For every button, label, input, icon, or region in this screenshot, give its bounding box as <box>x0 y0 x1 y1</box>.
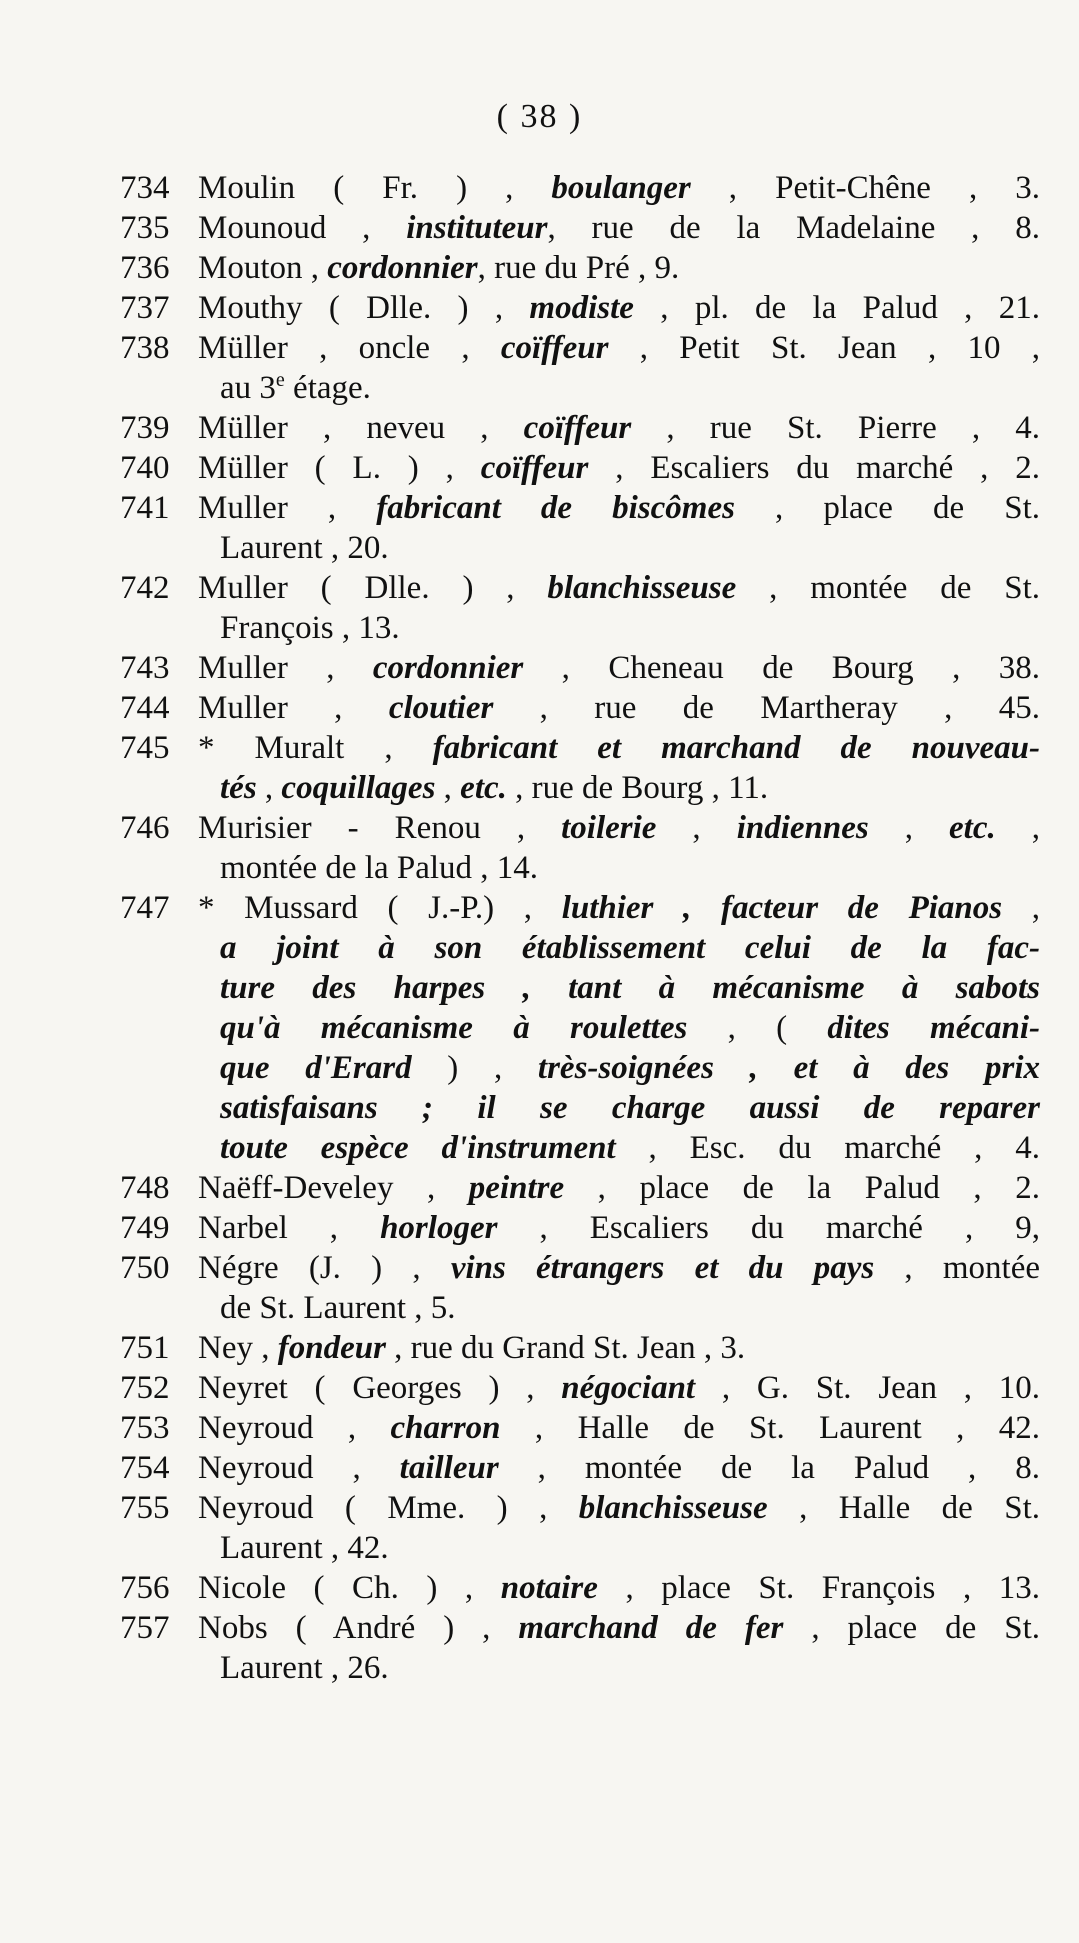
entry-text: Muller ( Dlle. ) , <box>198 570 548 606</box>
entry-text: Laurent , 26. <box>220 1650 389 1686</box>
entry-occupation: notaire <box>500 1570 598 1606</box>
directory-entry <box>120 408 1040 448</box>
entry-occupation: fabricant de biscômes <box>376 490 735 526</box>
entry-text: au 3 <box>220 370 276 406</box>
entry-line <box>198 1208 1040 1248</box>
entry-occupation: très-soignées , et à des prix <box>537 1050 1040 1086</box>
entry-text: François , 13. <box>220 610 400 646</box>
entry-text: , Escaliers du marché , 2. <box>588 450 1041 486</box>
entry-number: 748 <box>120 1170 170 1206</box>
entry-number: 754 <box>120 1450 170 1486</box>
entry-number: 742 <box>120 570 170 606</box>
entry-line <box>198 1248 1040 1288</box>
entry-line <box>198 928 1040 968</box>
entry-text: Mouton , <box>198 250 328 286</box>
entry-line <box>198 1008 1040 1048</box>
entry-occupation: dites mécani- <box>827 1010 1040 1046</box>
entry-number: 747 <box>120 890 170 926</box>
directory-entry <box>120 448 1040 488</box>
directory-entry <box>120 288 1040 328</box>
entry-text: Mounoud , <box>198 210 407 246</box>
entry-line <box>198 1488 1040 1528</box>
entry-number: 755 <box>120 1490 170 1526</box>
entry-number: 734 <box>120 170 170 206</box>
entry-text: , montée de la Palud , 8. <box>498 1450 1041 1486</box>
entry-text: * Muralt , <box>198 730 433 766</box>
entry-text: e <box>275 369 285 391</box>
entry-number: 757 <box>120 1610 170 1646</box>
entry-text: Müller , neveu , <box>198 410 524 446</box>
entry-text: Nobs ( André ) , <box>198 1610 519 1646</box>
page-number: ( 38 ) <box>496 98 583 135</box>
entry-number: 745 <box>120 730 170 766</box>
entry-number: 741 <box>120 490 170 526</box>
entry-occupation: tés <box>220 770 257 806</box>
directory-entry <box>120 248 1040 288</box>
entry-text: Négre (J. ) , <box>198 1250 451 1286</box>
entry-number: 735 <box>120 210 170 246</box>
entry-occupation: cloutier <box>388 690 494 726</box>
directory-entry <box>120 1608 1040 1688</box>
entry-text: , <box>868 810 950 846</box>
entry-line <box>198 1288 1040 1328</box>
entry-occupation: modiste <box>529 290 634 326</box>
entry-number: 738 <box>120 330 170 366</box>
entry-line <box>198 1088 1040 1128</box>
entry-text: Ney , <box>198 1330 278 1366</box>
entry-number: 752 <box>120 1370 170 1406</box>
entry-text: , Petit-Chêne , 3. <box>690 170 1040 206</box>
entry-text: , montée de St. <box>736 570 1040 606</box>
entry-number: 746 <box>120 810 170 846</box>
entry-text: , montée <box>874 1250 1040 1286</box>
entry-line <box>198 968 1040 1008</box>
entry-line <box>198 608 1040 648</box>
entry-text: , pl. de la Palud , 21. <box>633 290 1040 326</box>
entry-text: , Petit St. Jean , 10 , <box>608 330 1040 366</box>
directory-entry <box>120 808 1040 888</box>
entry-text: , rue de la Madelaine , 8. <box>547 210 1040 246</box>
entry-number: 740 <box>120 450 170 486</box>
entry-line <box>198 848 1040 888</box>
entry-line <box>198 1408 1040 1448</box>
entry-text: , Halle de St. Laurent , 42. <box>500 1410 1040 1446</box>
entry-occupation: cordonnier <box>327 250 478 286</box>
entry-text: Müller ( L. ) , <box>198 450 481 486</box>
entry-line <box>198 328 1040 368</box>
entry-text: , Esc. du marché , 4. <box>615 1130 1040 1166</box>
directory-entry <box>120 1568 1040 1608</box>
entry-number: 751 <box>120 1330 170 1366</box>
entry-number: 743 <box>120 650 170 686</box>
directory-entry <box>120 1328 1040 1368</box>
entry-occupation: négociant <box>561 1370 696 1406</box>
directory-entry <box>120 1168 1040 1208</box>
entry-line <box>198 528 1040 568</box>
entry-text: * Mussard ( J.-P.) , <box>198 890 562 926</box>
entry-text: Neyret ( Georges ) , <box>198 1370 562 1406</box>
entry-number: 750 <box>120 1250 170 1286</box>
entry-text: , Cheneau de Bourg , 38. <box>523 650 1040 686</box>
entry-line <box>198 1328 1040 1368</box>
entry-occupation: boulanger <box>551 170 691 206</box>
entry-occupation: blanchisseuse <box>578 1490 768 1526</box>
entry-occupation: qu'à mécanisme à roulettes <box>220 1010 688 1046</box>
entry-text: , rue de Martheray , 45. <box>493 690 1040 726</box>
entry-text: , place de St. <box>734 490 1040 526</box>
directory-entry <box>120 1368 1040 1408</box>
entry-text: montée de la Palud , 14. <box>220 850 539 886</box>
entry-occupation: ture des harpes , tant à mécanisme à sabots <box>220 970 1040 1006</box>
entry-text: , rue St. Pierre , 4. <box>631 410 1041 446</box>
entry-line <box>198 368 1040 408</box>
entry-text: Muller , <box>198 490 377 526</box>
entry-occupation: vins étrangers et du pays <box>450 1250 875 1286</box>
entry-text: Muller , <box>198 690 389 726</box>
entry-text: Neyroud , <box>198 1410 391 1446</box>
entry-text: Nicole ( Ch. ) , <box>198 1570 501 1606</box>
entry-text: Neyroud ( Mme. ) , <box>198 1490 579 1526</box>
directory-entries <box>120 168 1040 1688</box>
directory-entry <box>120 1408 1040 1448</box>
entry-line <box>198 1168 1040 1208</box>
entry-occupation: fabricant et marchand de nouveau- <box>432 730 1040 766</box>
entry-occupation: charron <box>390 1410 501 1446</box>
entry-line <box>198 208 1040 248</box>
entry-text: Mouthy ( Dlle. ) , <box>198 290 530 326</box>
entry-text: Neyroud , <box>198 1450 400 1486</box>
entry-line <box>198 288 1040 328</box>
entry-text: , <box>1002 890 1040 926</box>
entry-line <box>198 768 1040 808</box>
entry-line <box>198 448 1040 488</box>
entry-occupation: etc. <box>460 770 507 806</box>
entry-line <box>198 1048 1040 1088</box>
entry-text: , <box>435 770 461 806</box>
entry-text: , place de St. <box>783 1610 1040 1646</box>
entry-occupation: a joint à son établissement celui de la fac- <box>220 930 1040 966</box>
entry-text: Narbel , <box>198 1210 381 1246</box>
entry-line <box>198 1448 1040 1488</box>
entry-occupation: toilerie <box>561 810 657 846</box>
entry-number: 736 <box>120 250 170 286</box>
directory-entry <box>120 1248 1040 1328</box>
entry-text: Laurent , 20. <box>220 530 389 566</box>
directory-entry <box>120 688 1040 728</box>
entry-occupation: indiennes <box>736 810 869 846</box>
entry-occupation: cordonnier <box>372 650 524 686</box>
entry-occupation: toute espèce d'instrument <box>220 1130 616 1166</box>
directory-entry <box>120 208 1040 248</box>
directory-entry <box>120 1448 1040 1488</box>
entry-text: , rue de Bourg , 11. <box>506 770 769 806</box>
entry-number: 737 <box>120 290 170 326</box>
entry-occupation: etc. <box>949 810 996 846</box>
directory-entry <box>120 568 1040 648</box>
entry-text: Muller , <box>198 650 373 686</box>
entry-occupation: marchand de fer <box>518 1610 784 1646</box>
entry-line <box>198 888 1040 928</box>
entry-occupation: coïffeur <box>480 450 589 486</box>
entry-number: 739 <box>120 410 170 446</box>
entry-text: Laurent , 42. <box>220 1530 389 1566</box>
entry-text: Moulin ( Fr. ) , <box>198 170 552 206</box>
entry-text: , Escaliers du marché , 9, <box>497 1210 1040 1246</box>
entry-occupation: tailleur <box>399 1450 499 1486</box>
entry-line <box>198 488 1040 528</box>
entry-number: 753 <box>120 1410 170 1446</box>
entry-line <box>198 568 1040 608</box>
entry-line <box>198 1568 1040 1608</box>
entry-text: , <box>995 810 1041 846</box>
entry-occupation: fondeur <box>277 1330 386 1366</box>
entry-occupation: coquillages <box>281 770 436 806</box>
directory-entry <box>120 488 1040 568</box>
entry-text: , <box>656 810 737 846</box>
entry-occupation: instituteur <box>406 210 548 246</box>
entry-line <box>198 1608 1040 1648</box>
entry-text: , place St. François , 13. <box>597 1570 1040 1606</box>
entry-line <box>198 248 1040 288</box>
entry-occupation: coïffeur <box>523 410 632 446</box>
entry-text: , place de la Palud , 2. <box>564 1170 1040 1206</box>
entry-line <box>198 168 1040 208</box>
entry-text: Murisier - Renou , <box>198 810 562 846</box>
entry-occupation: coïffeur <box>500 330 609 366</box>
directory-entry <box>120 728 1040 808</box>
entry-line <box>198 648 1040 688</box>
entry-occupation: que d'Erard <box>220 1050 412 1086</box>
entry-line <box>198 728 1040 768</box>
entry-text: étage. <box>284 370 371 406</box>
directory-entry <box>120 328 1040 408</box>
entry-text: Naëff-Develey , <box>198 1170 469 1206</box>
directory-entry <box>120 648 1040 688</box>
entry-line <box>198 1128 1040 1168</box>
entry-text: , G. St. Jean , 10. <box>695 1370 1041 1406</box>
entry-text: , rue du Pré , 9. <box>477 250 680 286</box>
entry-occupation: satisfaisans ; il se charge aussi de reparer <box>220 1090 1040 1126</box>
directory-entry <box>120 888 1040 1168</box>
entry-number: 744 <box>120 690 170 726</box>
directory-entry <box>120 1208 1040 1248</box>
entry-occupation: peintre <box>468 1170 565 1206</box>
entry-occupation: horloger <box>380 1210 498 1246</box>
entry-text: , ( <box>687 1010 828 1046</box>
entry-text: ) , <box>411 1050 538 1086</box>
entry-line <box>198 808 1040 848</box>
entry-line <box>198 1648 1040 1688</box>
entry-line <box>198 408 1040 448</box>
entry-line <box>198 1528 1040 1568</box>
directory-entry <box>120 1488 1040 1568</box>
entry-text: de St. Laurent , 5. <box>220 1290 456 1326</box>
entry-text: , <box>256 770 282 806</box>
entry-occupation: blanchisseuse <box>547 570 737 606</box>
entry-number: 749 <box>120 1210 170 1246</box>
entry-number: 756 <box>120 1570 170 1606</box>
directory-entry <box>120 168 1040 208</box>
entry-line <box>198 688 1040 728</box>
entry-text: Müller , oncle , <box>198 330 501 366</box>
entry-line <box>198 1368 1040 1408</box>
entry-text: , Halle de St. <box>767 1490 1040 1526</box>
entry-occupation: luthier , facteur de Pianos <box>561 890 1003 926</box>
entry-text: , rue du Grand St. Jean , 3. <box>385 1330 746 1366</box>
